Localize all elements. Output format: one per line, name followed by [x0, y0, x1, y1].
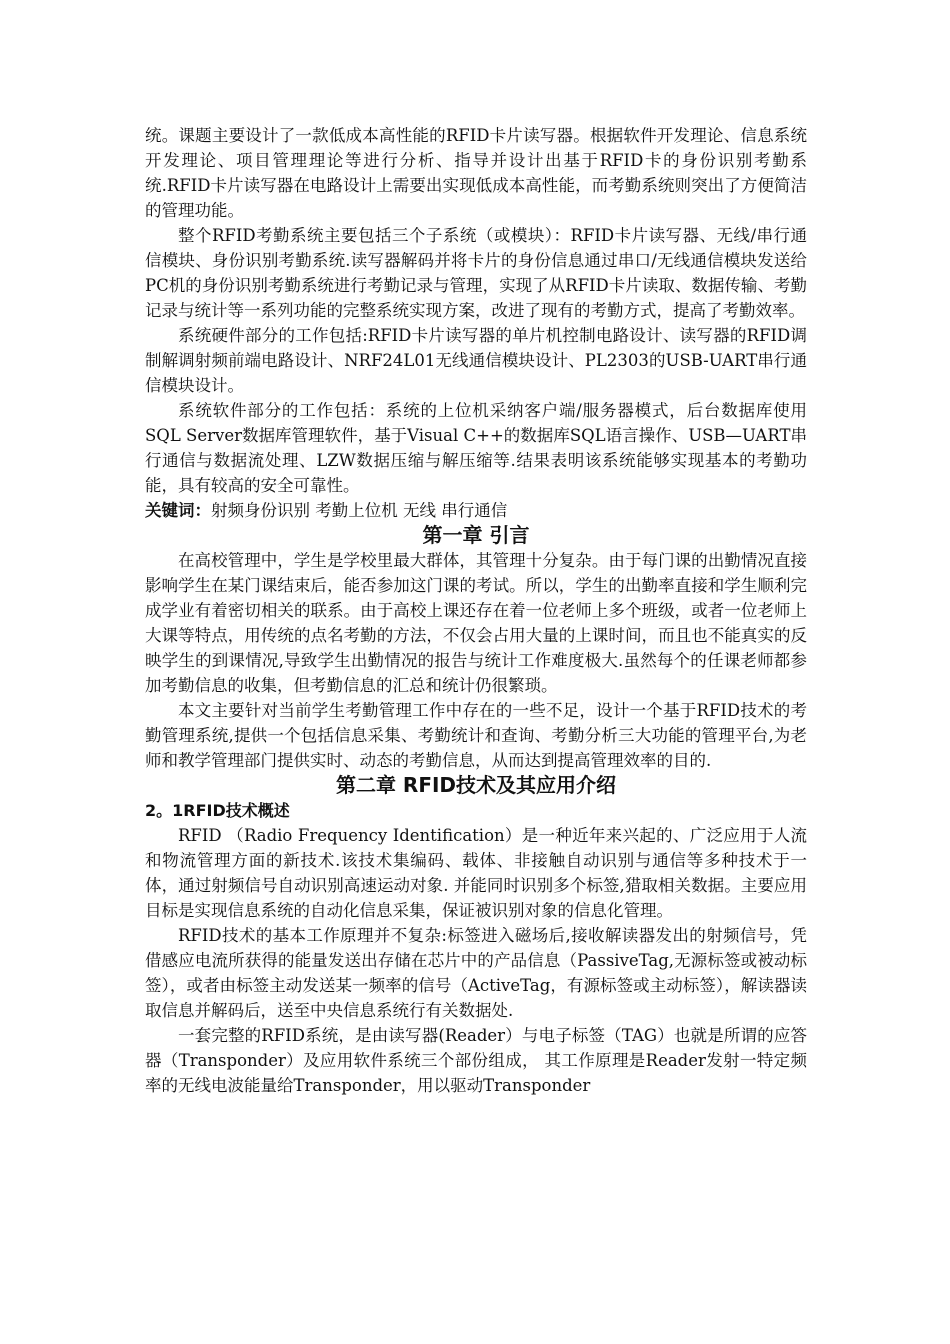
- chapter-1-paragraph-1: 在高校管理中，学生是学校里最大群体，其管理十分复杂。由于每门课的出勤情况直接影响学生在某门课结束后，能否参加这门课的考试。所以，学生的出勤率直接和学生顺利完成学业有着密切相关的联系。由于高校上课还存在着一位老师上多个班级，或者一位老师上大课等特点，用传统的点名考勤的方法，不仅会占用大量的上课时间，而且也不能真实的反映学生的到课情况,导致学生出勤情况的报告与统计工作难度极大.虽然每个的任课老师都参加考勤信息的收集，但考勤信息的汇总和统计仍很繁琐。: [145, 551, 807, 695]
- abstract-paragraph-3: 系统硬件部分的工作包括:RFID卡片读写器的单片机控制电路设计、读写器的RFID调制解调射频前端电路设计、NRF24L01无线通信模块设计、PL2303的USB-UART串行通信模块设计。: [145, 326, 807, 395]
- abstract-paragraph-1: 统。课题主要设计了一款低成本高性能的RFID卡片读写器。根据软件开发理论、信息系统开发理论、项目管理理论等进行分析、指导并设计出基于RFID卡的身份识别考勤系统.RFID卡片读写器在电路设计上需要出实现低成本高性能，而考勤系统则突出了方便简洁的管理功能。: [145, 126, 807, 220]
- section-2-1-title: 2。1RFID技术概述: [145, 801, 290, 820]
- document-page: [145, 123, 807, 1098]
- abstract-paragraph-2: 整个RFID考勤系统主要包括三个子系统（或模块）：RFID卡片读写器、无线/串行通信模块、身份识别考勤系统.读写器解码并将卡片的身份信息通过串口/无线通信模块发送给PC机的身份识别考勤系统进行考勤记录与管理，实现了从RFID卡片读取、数据传输、考勤记录与统计等一系列功能的完整系统实现方案，改进了现有的考勤方式，提高了考勤效率。: [145, 226, 807, 320]
- chapter-2-title: 第二章 RFID技术及其应用介绍: [335, 773, 617, 797]
- abstract-paragraph-4: 系统软件部分的工作包括：系统的上位机采纳客户端/服务器模式，后台数据库使用 SQL Server数据库管理软件，基于Visual C++的数据库SQL语言操作、USB—UART串行通信与数据流处理、LZW数据压缩与解压缩等.结果表明该系统能够实现基本的考勤功能，具有较高的安全可靠性。: [145, 401, 807, 495]
- keywords-line: [145, 498, 807, 523]
- keywords-text: 射频身份识别 考勤上位机 无线 串行通信: [211, 501, 508, 520]
- chapter-1-title: 第一章 引言: [422, 523, 530, 547]
- chapter-2-paragraph-3: 一套完整的RFID系统，是由读写器(Reader）与电子标签（TAG）也就是所谓的应答器（Transponder）及应用软件系统三个部份组成， 其工作原理是Reader发射一特定频率的无线电波能量给Transponder，用以驱动Transponder: [145, 1026, 807, 1095]
- keywords-label: 关键词：: [145, 501, 211, 520]
- chapter-1-paragraph-2: 本文主要针对当前学生考勤管理工作中存在的一些不足，设计一个基于RFID技术的考勤管理系统,提供一个包括信息采集、考勤统计和查询、考勤分析三大功能的管理平台,为老师和教学管理部门提供实时、动态的考勤信息，从而达到提高管理效率的目的.: [145, 701, 807, 770]
- chapter-2-paragraph-1: RFID （Radio Frequency Identification）是一种近年来兴起的、广泛应用于人流和物流管理方面的新技术.该技术集编码、载体、非接触自动识别与通信等多种技术于一体，通过射频信号自动识别高速运动对象. 并能同时识别多个标签,猎取相关数据。主要应用目标是实现信息系统的自动化信息采集，保证被识别对象的信息化管理。: [145, 826, 807, 920]
- chapter-2-paragraph-2: RFID技术的基本工作原理并不复杂:标签进入磁场后,接收解读器发出的射频信号，凭借感应电流所获得的能量发送出存储在芯片中的产品信息（PassiveTag,无源标签或被动标签），或者由标签主动发送某一频率的信号（ActiveTag，有源标签或主动标签），解读器读取信息并解码后，送至中央信息系统行有关数据处.: [145, 926, 807, 1020]
